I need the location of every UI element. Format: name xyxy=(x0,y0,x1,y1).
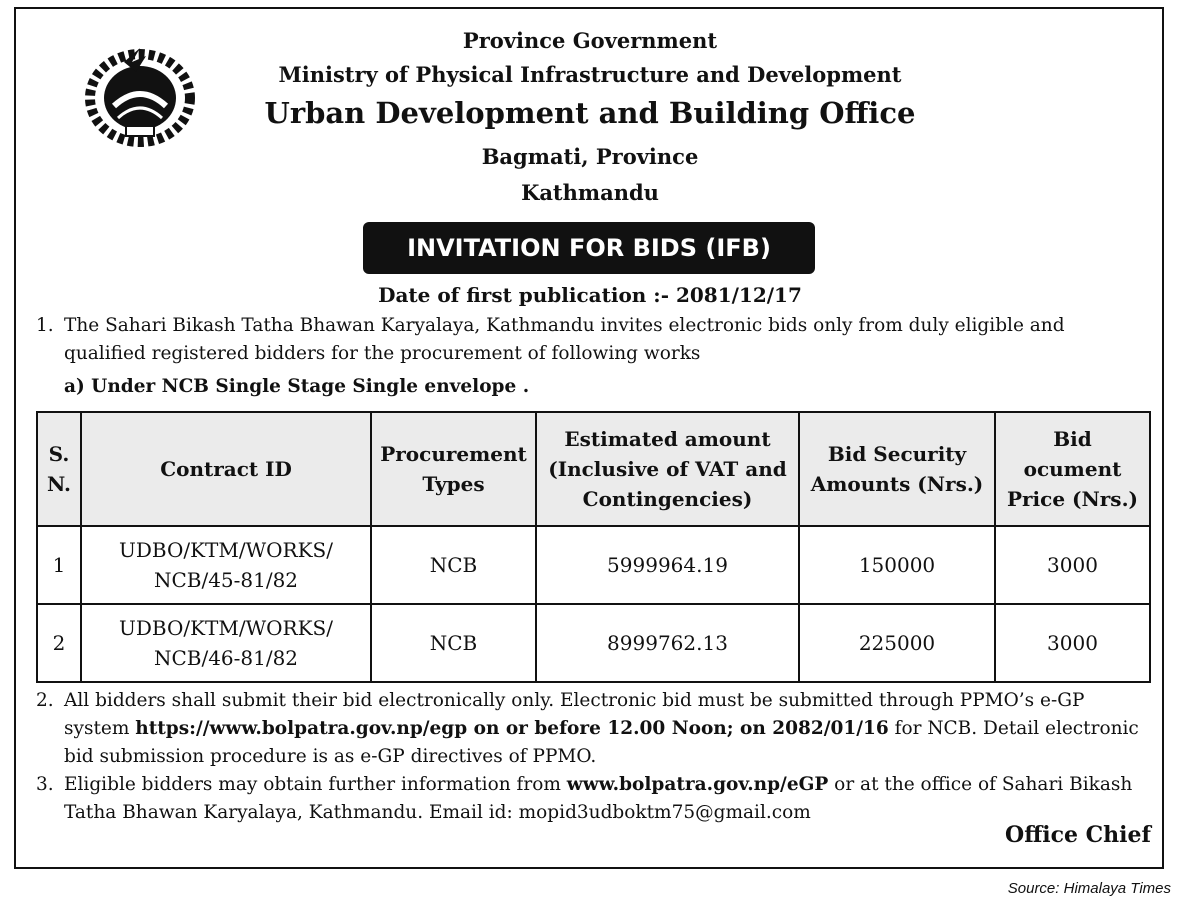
cell-contract-id: UDBO/KTM/WORKS/ NCB/46-81/82 xyxy=(81,604,371,682)
cell-sn: 2 xyxy=(37,604,81,682)
cell-procurement-type: NCB xyxy=(371,604,536,682)
publication-date: Date of first publication :- 2081/12/17 xyxy=(378,283,802,307)
cell-bid-security: 150000 xyxy=(799,526,995,604)
paragraph-text-part: for NCB. Detail electronic bid submission procedure is as e-GP directives of PPMO. xyxy=(64,718,1139,767)
paragraph-number: 2. xyxy=(36,690,54,711)
bids-table xyxy=(36,411,1151,683)
cell-document-price: 3000 xyxy=(995,604,1150,682)
column-header-document-price: Bid ocument Price (Nrs.) xyxy=(995,412,1150,526)
cell-procurement-type: NCB xyxy=(371,526,536,604)
column-header-sn: S. N. xyxy=(37,412,81,526)
paragraph-number: 3. xyxy=(36,774,54,795)
cell-estimated-amount: 5999964.19 xyxy=(536,526,799,604)
header-province: Bagmati, Province xyxy=(481,144,699,169)
table-header-row xyxy=(37,412,1150,526)
paragraph-text: The Sahari Bikash Tatha Bhawan Karyalaya, Kathmandu invites electronic bids only from duly eligible and qualified registered bidders for the procurement of following works xyxy=(64,315,1065,364)
column-header-contract-id: Contract ID xyxy=(81,412,371,526)
cell-document-price: 3000 xyxy=(995,526,1150,604)
procurement-method: a) Under NCB Single Stage Single envelope . xyxy=(64,376,530,397)
source-credit: Source: Himalaya Times xyxy=(1007,880,1171,897)
signoff-office-chief: Office Chief xyxy=(1005,822,1151,848)
column-header-estimated-amount: Estimated amount (Inclusive of VAT and Contingencies) xyxy=(536,412,799,526)
paragraph-text-part: or at the office of Sahari Bikash Tatha Bhawan Karyalaya, Kathmandu. Email id: mopid3udboktm75@gmail.com xyxy=(64,774,1133,823)
cell-sn: 1 xyxy=(37,526,81,604)
header-province-government: Province Government xyxy=(462,28,718,53)
paragraph-text xyxy=(64,687,1152,771)
column-header-procurement-type: Procurement Types xyxy=(371,412,536,526)
egp-link-text: www.bolpatra.gov.np/eGP xyxy=(566,774,829,795)
paragraph-1 xyxy=(36,312,1152,372)
cell-bid-security: 225000 xyxy=(799,604,995,682)
column-header-bid-security: Bid Security Amounts (Nrs.) xyxy=(799,412,995,526)
ifb-banner: INVITATION FOR BIDS (IFB) xyxy=(363,222,815,274)
paragraph-text-part: All bidders shall submit their bid electronically only. Electronic bid must be submitted through PPMO’s e-GP system xyxy=(64,690,1085,739)
header-ministry: Ministry of Physical Infrastructure and Development xyxy=(278,62,902,87)
header-city: Kathmandu xyxy=(521,180,659,205)
table-row xyxy=(37,526,1150,604)
egp-deadline-text: https://www.bolpatra.gov.np/egp on or before 12.00 Noon; on 2082/01/16 xyxy=(135,718,889,739)
paragraph-text-part: Eligible bidders may obtain further information from xyxy=(64,774,567,795)
table-row xyxy=(37,604,1150,682)
paragraph-2 xyxy=(36,687,1152,777)
cell-contract-id: UDBO/KTM/WORKS/ NCB/45-81/82 xyxy=(81,526,371,604)
header-office-name: Urban Development and Building Office xyxy=(264,96,916,130)
paragraph-text xyxy=(64,771,1152,827)
paragraph-number: 1. xyxy=(36,315,54,336)
cell-estimated-amount: 8999762.13 xyxy=(536,604,799,682)
paragraph-3 xyxy=(36,771,1152,831)
